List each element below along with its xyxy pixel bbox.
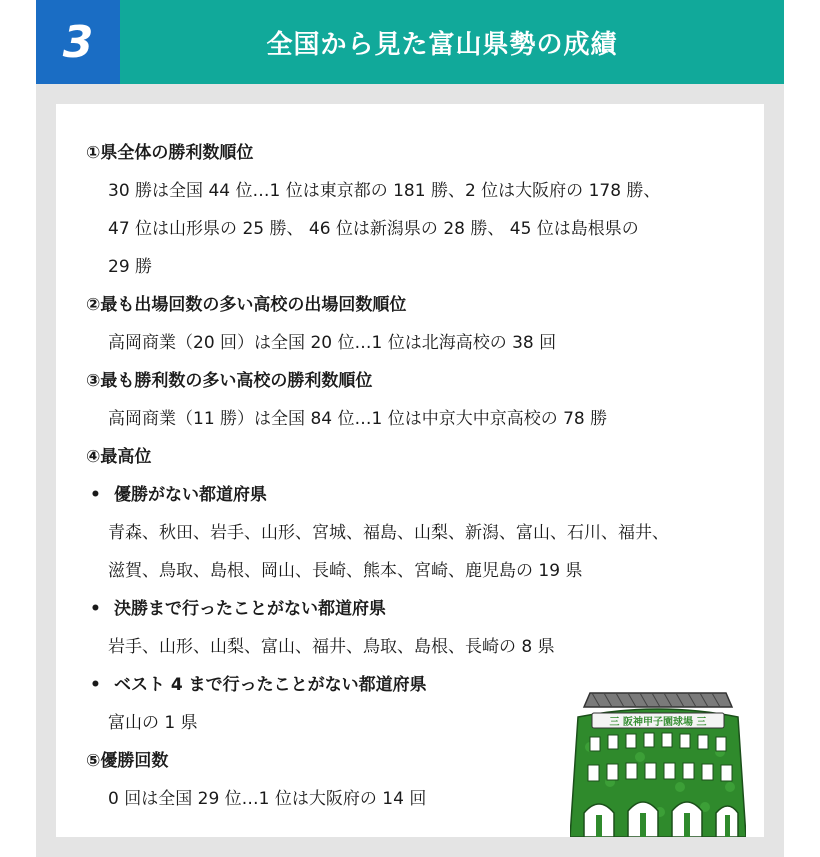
body-line: 高岡商業（11 勝）は全国 84 位…1 位は中京大中京高校の 78 勝 — [108, 409, 608, 429]
section-header — [36, 0, 784, 84]
body-line: 29 勝 — [108, 257, 153, 277]
heading-win-ranking: ①県全体の勝利数順位 — [86, 143, 254, 163]
stadium-sign: 三 阪神甲子園球場 三 — [609, 717, 707, 728]
bullet-mark: • — [90, 675, 101, 695]
heading-championship-count: ⑤優勝回数 — [86, 751, 169, 771]
content-card — [56, 104, 764, 837]
section-number-box — [36, 0, 120, 84]
heading-best-result: ④最高位 — [86, 447, 152, 467]
body-line: 高岡商業（20 回）は全国 20 位…1 位は北海高校の 38 回 — [108, 333, 557, 353]
section-number: 3 — [62, 16, 94, 68]
section-title: 全国から見た富山県勢の成績 — [266, 29, 618, 60]
bullet-mark: • — [90, 485, 101, 505]
body-line: 滋賀、鳥取、島根、岡山、長崎、熊本、宮崎、鹿児島の 19 県 — [108, 561, 583, 581]
body-line: 47 位は山形県の 25 勝、 46 位は新潟県の 28 勝、 45 位は島根県の — [108, 219, 639, 239]
body-line: 富山の 1 県 — [108, 713, 198, 733]
bullet-label: 優勝がない都道府県 — [114, 485, 267, 505]
bullet-mark: • — [90, 599, 101, 619]
body-line: 30 勝は全国 44 位…1 位は東京都の 181 勝、2 位は大阪府の 178 勝、 — [108, 181, 661, 201]
stadium-icon — [570, 687, 746, 837]
heading-school-win-ranking: ③最も勝利数の多い高校の勝利数順位 — [86, 371, 373, 391]
heading-appearance-ranking: ②最も出場回数の多い高校の出場回数順位 — [86, 295, 407, 315]
bullet-label: ベスト 4 まで行ったことがない都道府県 — [114, 675, 427, 695]
bullet-item — [86, 476, 746, 514]
content-frame — [36, 84, 784, 857]
bullet-label: 決勝まで行ったことがない都道府県 — [114, 599, 386, 619]
bullet-item — [86, 590, 746, 628]
body-line: 0 回は全国 29 位…1 位は大阪府の 14 回 — [108, 789, 427, 809]
body-line: 岩手、山形、山梨、富山、福井、鳥取、島根、長崎の 8 県 — [108, 637, 555, 657]
body-line: 青森、秋田、岩手、山形、宮城、福島、山梨、新潟、富山、石川、福井、 — [108, 523, 669, 543]
